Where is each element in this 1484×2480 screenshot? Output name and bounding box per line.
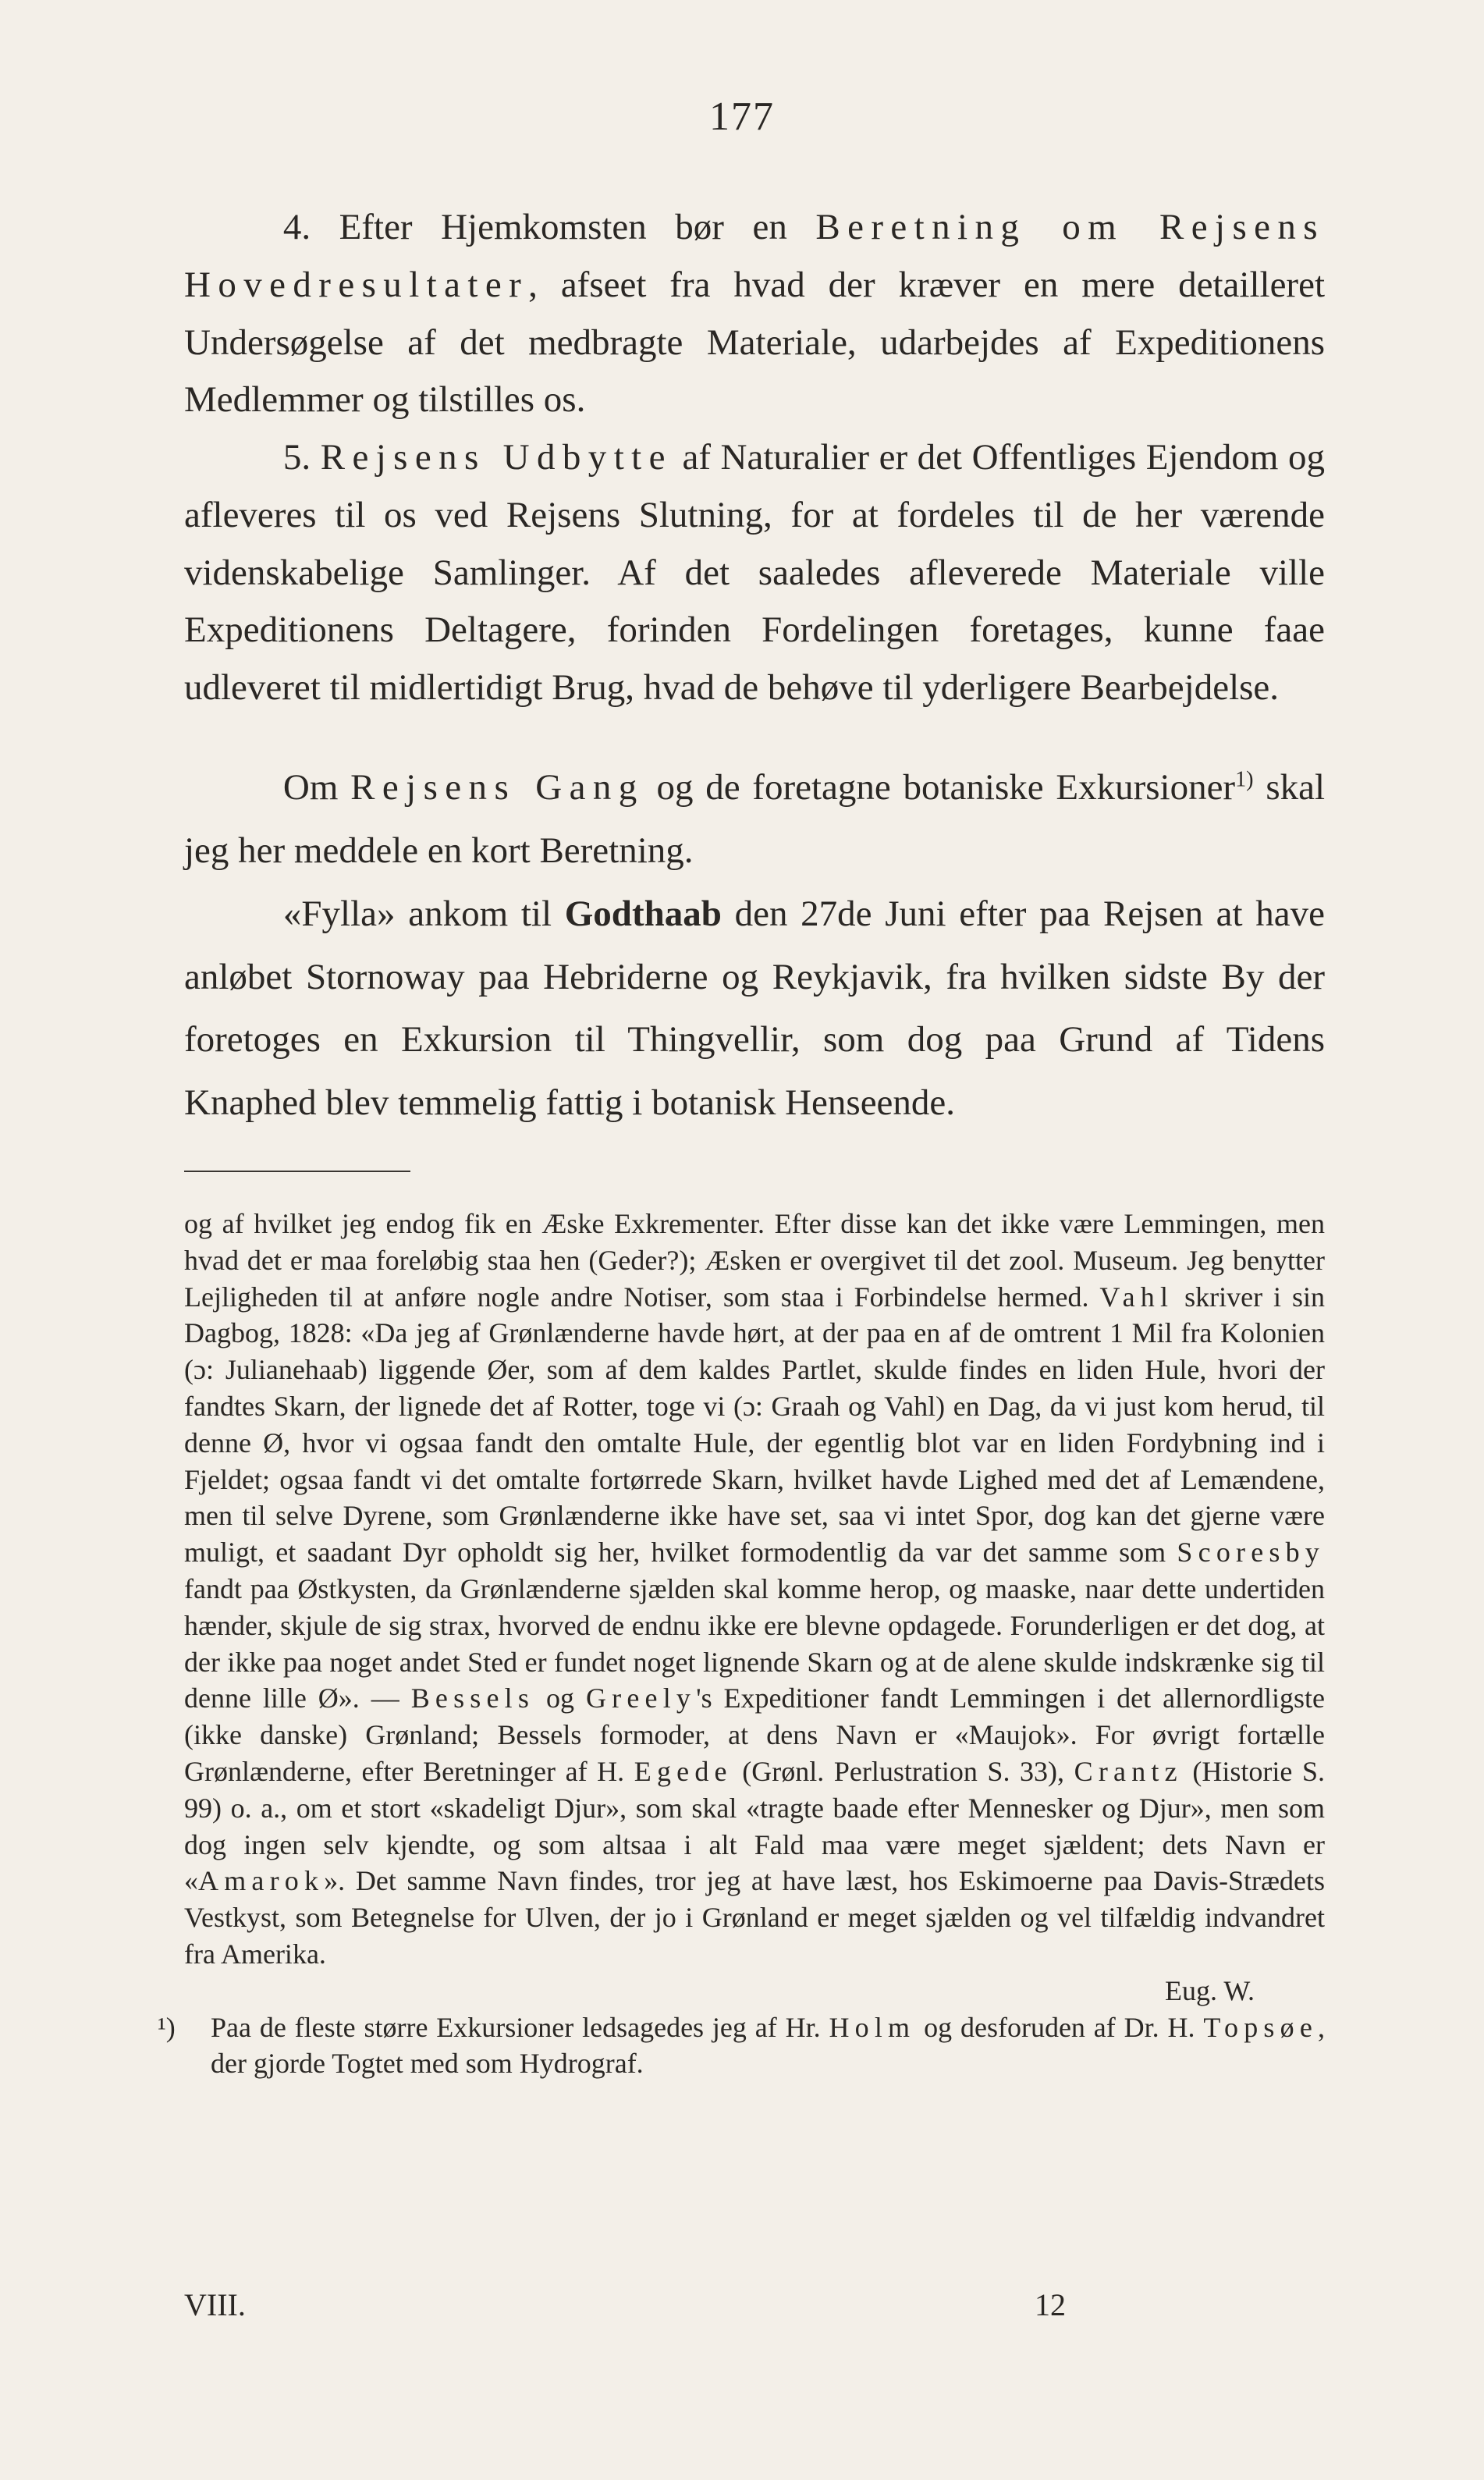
page-number: 177 [709,94,775,139]
paragraph-number: 5. [282,437,311,478]
footnote-1: ¹) Paa de fleste større Exkursioner ledsagedes jeg af Hr. Holm og desforuden af Dr. H. Topsøe, der gjorde Togtet med som Hydrograf. [184,2009,1325,2083]
paragraph-number: 4. [282,207,311,247]
emphasis-text: Rejsens Udbytte [320,437,673,478]
main-text [184,199,1325,1135]
intro-paragraph: Om Rejsens Gang og de foretagne botaniske Exkursioner$^{1)}$ skal jeg her meddele en kort Beretning. [184,767,1326,871]
fylla-paragraph: «Fylla» ankom til Godthaab den 27de Juni efter paa Rejsen at have anløbet Stornoway paa Hebriderne og Reykjavik, fra hvilken sidste By der foretoges en Exkursion til Thingvellir, som dog paa Grund af Tidens Knaphed blev temmelig fattig i botanisk Henseende. [184,893,1326,1124]
footnote-ref: 1) [1235,767,1254,792]
footnotes [158,1206,1326,2082]
footnote-signature: Eug. W. [1164,1974,1255,2006]
footnote-divider [184,1171,410,1172]
sheet-number: 12 [1035,2287,1066,2322]
emphasis-text: Beretning om Rejsens Hovedresultater [184,207,1325,305]
signature-mark: VIII. [184,2287,246,2322]
emphasis-text: Rejsens Gang [350,767,644,808]
footnote-continuation: og af hvilket jeg endog fik en Æske Exkrementer. Efter disse kan det ikke være Lemmingen, men hvad det er maa foreløbig staa hen (Geder?); Æsken er overgivet til det zool. Museum. Jeg benytter Lejligheden til at anføre nogle andre Notiser, som staa i Forbindelse hermed. Vahl skriver i sin Dagbog, 1828: «Da jeg af Grønlænderne havde hørt, at der paa en af de omtrent 1 Mil fra Kolonien (ɔ: Julianehaab) liggende Øer, som af dem kaldes Partlet, skulde findes en liden Hule, hvori der fandtes Skarn, der lignede det af Rotter, toge vi (ɔ: Graah og Vahl) en Dag, da vi just kom herud, til denne Ø, hvor vi ogsaa fandt den omtalte Hule, der egentlig blot var en liden Fordybning ind i Fjeldet; ogsaa fandt vi det omtalte fortørrede Skarn, hvilket havde Lighed med det af Lemændene, men til selve Dyrene, som Grønlænderne ikke have set, saa vi intet Spor, dog kan det gjerne være muligt, et saadant Dyr opholdt sig her, hvilket formodentlig da var det samme som Scoresby fandt paa Østkysten, da Grønlænderne sjælden skal komme herop, og maaske, naar dette undertiden hænder, skjule de sig strax, hvorved de endnu ikke ere blevne opdagede. Forunderligen er det dog, at der ikke paa noget andet Sted er fundet noget lignende Skarn og at de alene skulde indskrænke sig til denne lille Ø». — Bessels og Greely's Expeditioner fandt Lemmingen i det allernordligste (ikke danske) Grønland; Bessels formoder, at dens Navn er «Maujok». For øvrigt fortælle Grønlænderne, efter Beretninger af H. Egede (Grønl. Perlustration S. 33), Crantz (Historie S. 99) o. a., om et stort «skadeligt Djur», som skal «tragte baade efter Mennesker og Djur», men som dog ingen selv kjendte, og som altsaa i alt Fald maa være meget sjældent; dets Navn er «Amarok». Det samme Navn findes, tror jeg at have læst, hos Eskimoerne paa Davis-Strædets Vestkyst, som Betegnelse for Ulven, der jo i Grønland er meget sjælden og vel tilfældig indvandret fra Amerika. [184,1208,1326,1970]
place-name: Godthaab [564,893,722,934]
footnote-mark: ¹) [158,2011,176,2043]
paragraph-5: 5. Rejsens Udbytte af Naturalier er det Offentliges Ejendom og afleveres til os ved Rejsens Slutning, for at fordeles til de her værende videnskabelige Samlinger. Af det saaledes afleverede Materiale ville Expeditionens Deltagere, forinden Fordelingen foretages, kunne faae udleveret til midlertidigt Brug, hvad de behøve til yderligere Bearbejdelse. [184,437,1325,709]
paragraph-4: 4. Efter Hjemkomsten bør en Beretning om Rejsens Hovedresultater, afseet fra hvad der kræver en mere detailleret Undersøgelse af det medbragte Materiale, udarbejdes af Expeditionens Medlemmer og tilstilles os. [184,207,1325,421]
